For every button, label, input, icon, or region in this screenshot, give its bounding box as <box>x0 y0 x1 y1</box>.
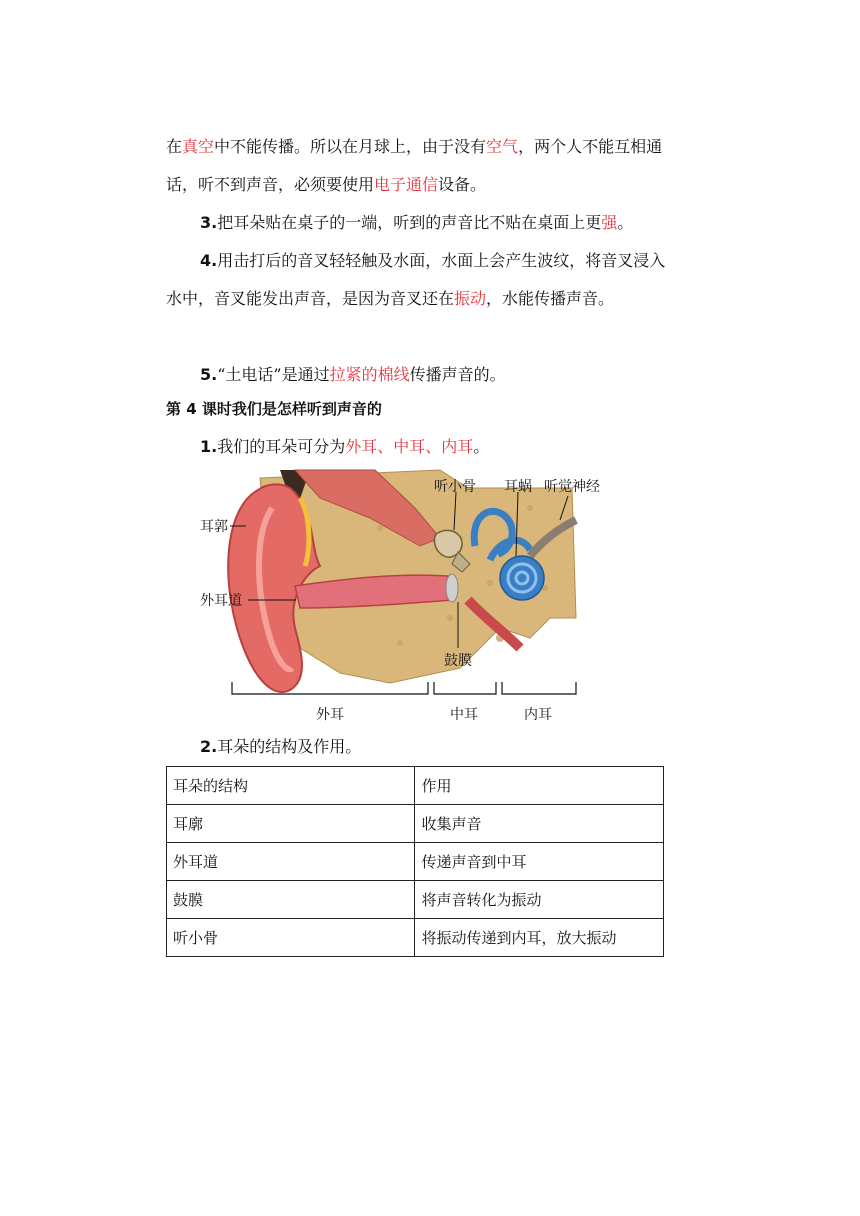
table-cell: 传递声音到中耳 <box>415 843 664 881</box>
paragraph-vacuum: 在真空中不能传播。所以在月球上，由于没有空气，两个人不能互相通话，听不到声音，必须要使用电子通信设备。 <box>166 137 663 194</box>
highlight-text: 外耳、中耳、内耳 <box>345 437 474 456</box>
table-header-row <box>167 767 664 805</box>
ear-structure-table <box>166 766 664 957</box>
highlight-text: 空气 <box>486 137 519 156</box>
label-ear-canal: 外耳道 <box>200 593 242 609</box>
label-pinna: 耳郭 <box>200 519 228 535</box>
label-inner-ear: 内耳 <box>524 707 552 723</box>
highlight-text: 电子通信 <box>374 175 439 194</box>
table-row <box>167 805 664 843</box>
label-ossicles: 听小骨 <box>434 479 476 495</box>
table-cell: 收集声音 <box>415 805 664 843</box>
ear-illustration <box>200 468 620 726</box>
ear-structure-item: 2.耳朵的结构及作用。 <box>200 737 362 756</box>
highlight-text: 强 <box>601 213 618 232</box>
label-auditory-nerve: 听觉神经 <box>544 479 600 495</box>
highlight-text: 真空 <box>182 137 215 156</box>
label-eardrum: 鼓膜 <box>444 653 472 669</box>
lesson-heading: 第 4 课时我们是怎样听到声音的 <box>166 400 382 418</box>
table-cell: 鼓膜 <box>167 881 415 919</box>
highlight-text: 振动 <box>454 289 487 308</box>
label-middle-ear: 中耳 <box>450 707 478 723</box>
table-header-cell: 耳朵的结构 <box>167 767 415 805</box>
paragraph-item-5: 5.“土电话”是通过拉紧的棉线传播声音的。 <box>200 365 506 384</box>
label-outer-ear: 外耳 <box>316 707 344 723</box>
table-cell: 将振动传递到内耳，放大振动 <box>415 919 664 957</box>
table-cell: 将声音转化为振动 <box>415 881 664 919</box>
ear-diagram <box>200 468 620 726</box>
paragraph-item-3: 3.把耳朵贴在桌子的一端，听到的声音比不贴在桌面上更强。 <box>200 213 634 232</box>
table-header-cell: 作用 <box>415 767 664 805</box>
paragraph-item-4: 4.用击打后的音叉轻轻触及水面，水面上会产生波纹，将音叉浸入水中，音叉能发出声音，是因为音叉还在振动，水能传播声音。 <box>166 251 666 308</box>
table-cell: 听小骨 <box>167 919 415 957</box>
table-cell: 外耳道 <box>167 843 415 881</box>
ear-parts-item: 1.我们的耳朵可分为外耳、中耳、内耳。 <box>200 437 490 456</box>
table-row <box>167 919 664 957</box>
table-row <box>167 881 664 919</box>
label-cochlea: 耳蜗 <box>504 479 532 495</box>
highlight-text: 拉紧的棉线 <box>329 365 410 384</box>
table-row <box>167 843 664 881</box>
table-cell: 耳廓 <box>167 805 415 843</box>
